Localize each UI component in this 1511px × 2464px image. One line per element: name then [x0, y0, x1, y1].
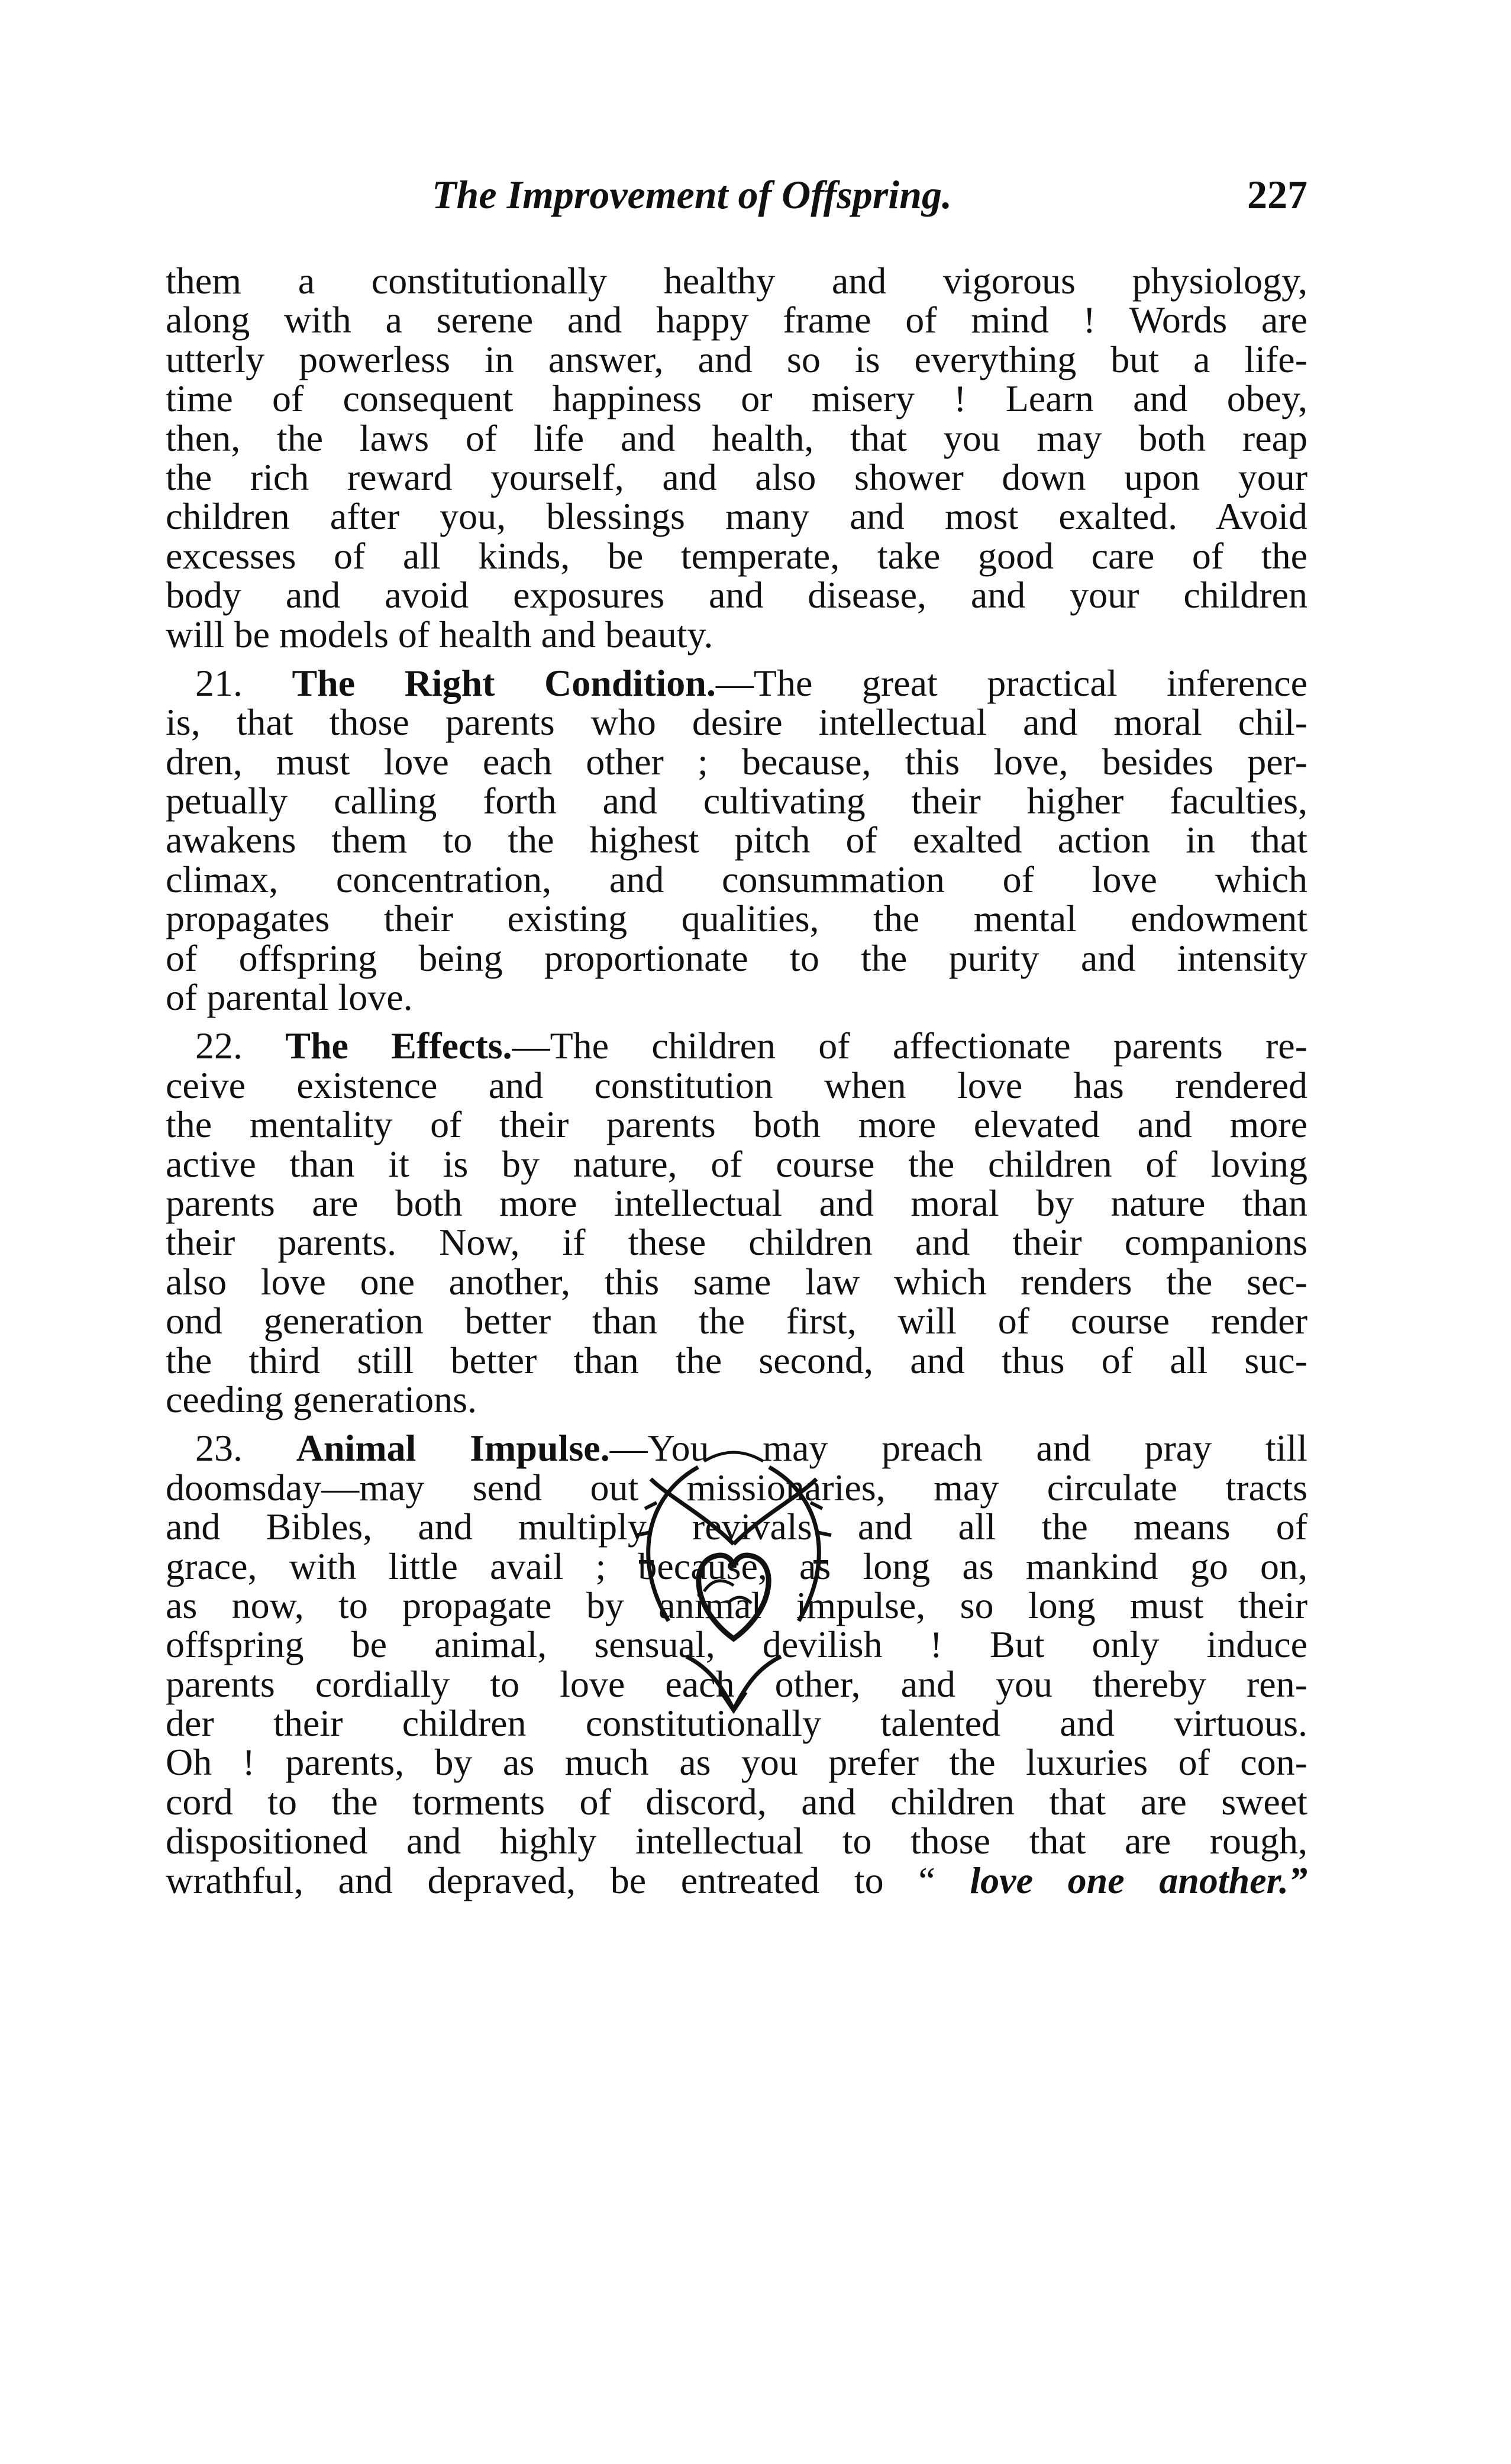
paragraph-first-line — [166, 1026, 1307, 1065]
text-line: body and avoid exposures and disease, and your children — [166, 574, 1307, 616]
text-line: excesses of all kinds, be temperate, take good care of the — [166, 534, 1307, 577]
text-line: cord to the torments of discord, and children that are sweet — [166, 1780, 1307, 1823]
text-line: grace, with little avail ; because, as long as mankind go on, — [166, 1545, 1307, 1587]
paragraph-heading: The Effects. — [285, 1025, 512, 1067]
text-segment: wrathful, and depraved, be entreated to “ — [166, 1859, 970, 1901]
text-line: doomsday—may send out missionaries, may circulate tracts — [166, 1466, 1307, 1509]
page-number: 227 — [1247, 172, 1307, 217]
text-line: also love one another, this same law which renders the sec- — [166, 1260, 1307, 1303]
text-line: ond generation better than the first, will of course render — [166, 1300, 1307, 1342]
paragraph-text: —The great practical inference — [715, 661, 1307, 704]
text-line: ceeding generations. — [166, 1378, 477, 1420]
text-line: climax, concentration, and consummation of love which — [166, 858, 1307, 900]
winged-heart-wreath-icon — [633, 1443, 834, 1716]
text-line — [166, 1861, 1307, 1900]
text-line: of parental love. — [166, 976, 413, 1019]
text-line: time of consequent happiness or misery ! Learn and obey, — [166, 377, 1307, 420]
text-line: children after you, blessings many and most exalted. Avoid — [166, 495, 1307, 538]
text-line: propagates their existing qualities, the mental endowment — [166, 897, 1307, 940]
text-line: offspring be animal, sensual, devilish ! But only induce — [166, 1623, 1307, 1666]
text-line: the third still better than the second, and thus of all suc- — [166, 1339, 1307, 1381]
text-line: their parents. Now, if these children and their companions — [166, 1221, 1307, 1264]
text-line: of offspring being proportionate to the purity and intensity — [166, 936, 1307, 979]
text-line: as now, to propagate by animal impulse, so long must their — [166, 1584, 1307, 1626]
text-line: ceive existence and constitution when love has rendered — [166, 1064, 1307, 1106]
paragraph-number: 21. — [195, 661, 243, 704]
italic-emphasis: love one another.” — [970, 1859, 1308, 1901]
paragraph-text: —You may preach and pray till — [609, 1427, 1307, 1470]
page-header — [414, 172, 1307, 225]
paragraph-text: —The children of affectionate parents re- — [512, 1025, 1308, 1067]
text-line: is, that those parents who desire intellectual and moral chil- — [166, 701, 1307, 744]
paragraph — [166, 261, 1307, 654]
text-line: parents are both more intellectual and moral by nature than — [166, 1181, 1307, 1224]
text-line: awakens them to the highest pitch of exalted action in that — [166, 819, 1307, 861]
text-line: them a constitutionally healthy and vigorous physiology, — [166, 260, 1307, 302]
text-line: then, the laws of life and health, that you may both reap — [166, 416, 1307, 459]
text-line: the rich reward yourself, and also shower down upon your — [166, 456, 1307, 498]
text-line: dren, must love each other ; because, this love, besides per- — [166, 740, 1307, 783]
paragraph-number: 23. — [195, 1427, 243, 1470]
paragraph-first-line — [166, 661, 1307, 704]
text-line: and Bibles, and multiply revivals and all the means of — [166, 1506, 1307, 1548]
text-line: the mentality of their parents both more elevated and more — [166, 1103, 1307, 1146]
paragraph-number: 22. — [195, 1025, 243, 1067]
paragraph-heading: The Right Condition. — [292, 661, 716, 704]
text-line: will be models of health and beauty. — [166, 613, 713, 655]
text-line: utterly powerless in answer, and so is everything but a life- — [166, 338, 1307, 380]
text-line: parents cordially to love each other, and you thereby ren- — [166, 1662, 1307, 1705]
text-line: along with a serene and happy frame of mind ! Words are — [166, 299, 1307, 341]
text-line: dispositioned and highly intellectual to those that are rough, — [166, 1820, 1307, 1862]
running-title: The Improvement of Offspring. — [432, 172, 952, 217]
paragraph-heading: Animal Impulse. — [296, 1427, 610, 1470]
paragraph — [166, 661, 1307, 1019]
text-line: Oh ! parents, by as much as you prefer the luxuries of con- — [166, 1741, 1307, 1784]
text-line: petually calling forth and cultivating their higher faculties, — [166, 780, 1307, 822]
paragraph — [166, 1026, 1307, 1419]
text-line: der their children constitutionally talented and virtuous. — [166, 1702, 1307, 1745]
text-line: active than it is by nature, of course the children of loving — [166, 1142, 1307, 1185]
